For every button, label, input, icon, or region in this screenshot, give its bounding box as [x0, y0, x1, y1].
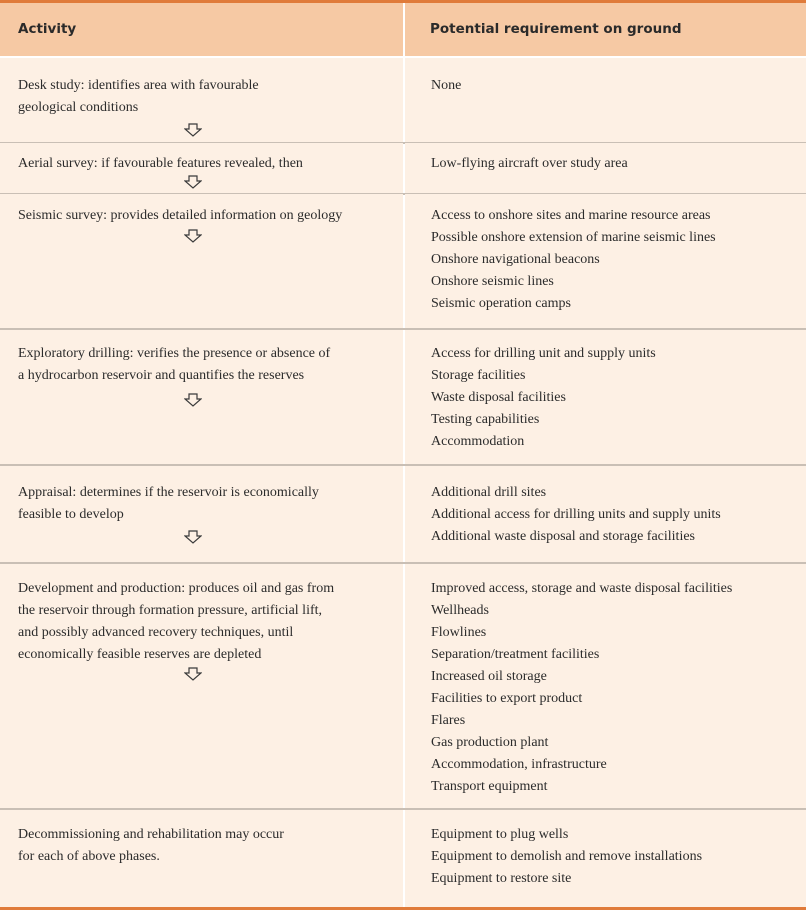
requirement-item: Separation/treatment facilities [431, 647, 600, 662]
activity-text [18, 343, 330, 387]
requirement-item: Flares [431, 713, 466, 728]
down-arrow-icon [184, 229, 202, 243]
requirement-item: Access to onshore sites and marine resource areas [431, 208, 711, 223]
activity-line: Aerial survey: if favourable features revealed, then [18, 156, 303, 171]
requirement-list [431, 153, 628, 175]
requirement-item: Equipment to demolish and remove installations [431, 849, 703, 864]
requirement-item: Increased oil storage [431, 669, 547, 684]
requirement-item: Testing capabilities [431, 412, 540, 427]
activity-text [18, 75, 259, 119]
activity-line: Seismic survey: provides detailed information on geology [18, 208, 343, 223]
activity-text [18, 205, 342, 227]
table-row [0, 143, 806, 193]
activity-line: a hydrocarbon reservoir and quantifies the reserves [18, 368, 305, 383]
activity-text [18, 824, 284, 868]
requirement-list [431, 75, 461, 97]
requirement-item: Storage facilities [431, 368, 526, 383]
requirement-list [431, 824, 702, 890]
requirement-list [431, 578, 732, 798]
table-row [0, 194, 806, 328]
down-arrow-icon [184, 530, 202, 544]
requirement-item: Additional access for drilling units and supply units [431, 507, 721, 522]
requirement-item: Onshore seismic lines [431, 274, 554, 289]
down-arrow-icon [184, 123, 202, 137]
requirement-item: Access for drilling unit and supply units [431, 346, 656, 361]
requirement-item: Equipment to plug wells [431, 827, 569, 842]
table-row [0, 466, 806, 562]
requirement-cell [405, 143, 806, 193]
requirement-item: Possible onshore extension of marine seismic lines [431, 230, 716, 245]
requirement-item: Facilities to export product [431, 691, 583, 706]
activity-line: feasible to develop [18, 507, 124, 522]
down-arrow-icon [184, 667, 202, 681]
activity-line: Exploratory drilling: verifies the presence or absence of [18, 346, 331, 361]
activity-text [18, 153, 303, 175]
activity-line: Appraisal: determines if the reservoir is economically [18, 485, 319, 500]
requirement-item: Transport equipment [431, 779, 548, 794]
requirement-item: Accommodation [431, 434, 525, 449]
requirement-item: Seismic operation camps [431, 296, 571, 311]
activity-text [18, 578, 334, 666]
activity-line: Desk study: identifies area with favourable [18, 78, 259, 93]
table-header [0, 3, 806, 56]
header-requirement: Potential requirement on ground [405, 3, 806, 56]
activity-line: for each of above phases. [18, 849, 160, 864]
activity-text [18, 482, 319, 526]
activity-line: geological conditions [18, 100, 139, 115]
requirement-item: Accommodation, infrastructure [431, 757, 607, 772]
down-arrow-icon [184, 175, 202, 189]
requirement-item: Additional drill sites [431, 485, 547, 500]
activity-line: Development and production: produces oil and gas from [18, 581, 335, 596]
activity-cell [0, 58, 403, 142]
requirement-list [431, 343, 656, 453]
activity-line: Decommissioning and rehabilitation may occur [18, 827, 284, 842]
requirement-item: Additional waste disposal and storage facilities [431, 529, 695, 544]
requirement-cell [405, 564, 806, 808]
table-row [0, 330, 806, 464]
requirement-list [431, 482, 721, 548]
activity-cell [0, 143, 403, 193]
requirement-item: Wellheads [431, 603, 489, 618]
table-row [0, 564, 806, 808]
requirement-cell [405, 330, 806, 464]
activity-cell [0, 466, 403, 562]
requirement-item: Flowlines [431, 625, 487, 640]
requirement-item: Onshore navigational beacons [431, 252, 600, 267]
requirement-item: Improved access, storage and waste disposal facilities [431, 581, 733, 596]
requirement-item: None [431, 78, 462, 93]
table-bottom-rule [0, 907, 806, 910]
activity-line: the reservoir through formation pressure, artificial lift, [18, 603, 323, 618]
requirement-item: Waste disposal facilities [431, 390, 566, 405]
requirement-list [431, 205, 716, 315]
requirement-cell [405, 194, 806, 328]
requirement-cell [405, 810, 806, 907]
requirement-cell [405, 466, 806, 562]
table-row [0, 810, 806, 907]
activity-cell [0, 564, 403, 808]
header-activity: Activity [0, 3, 403, 56]
table-row [0, 58, 806, 142]
activity-cell [0, 810, 403, 907]
down-arrow-icon [184, 393, 202, 407]
activity-cell [0, 330, 403, 464]
requirement-item: Equipment to restore site [431, 871, 572, 886]
requirement-cell [405, 58, 806, 142]
activity-line: and possibly advanced recovery techniques, until [18, 625, 294, 640]
activity-cell [0, 194, 403, 328]
activity-line: economically feasible reserves are depleted [18, 647, 262, 662]
requirement-item: Low-flying aircraft over study area [431, 156, 628, 171]
requirement-item: Gas production plant [431, 735, 549, 750]
